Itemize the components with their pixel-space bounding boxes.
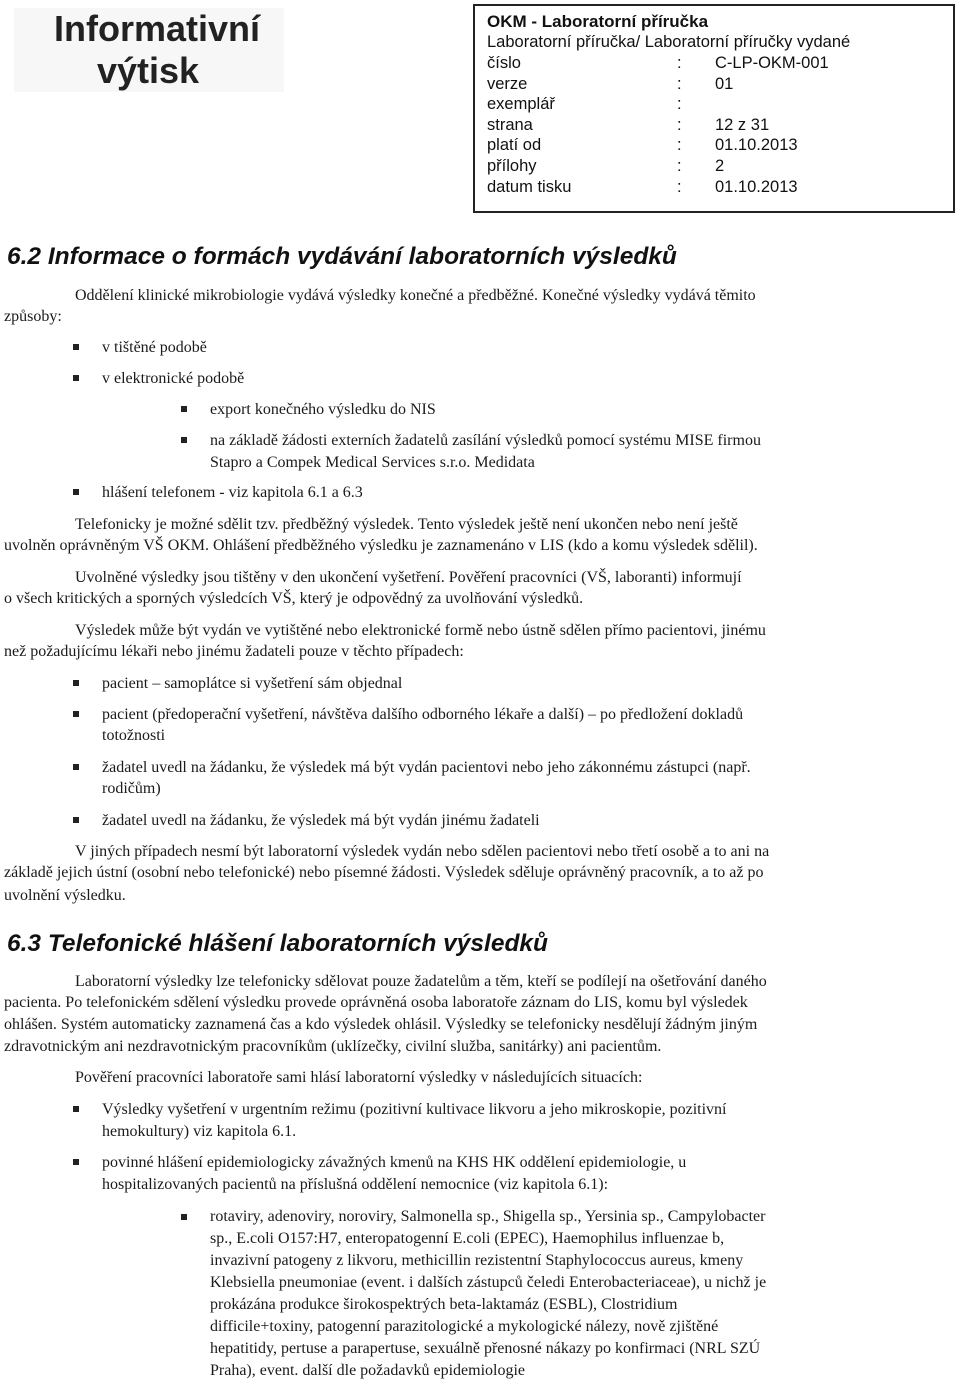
- list-item: hlášení telefonem - viz kapitola 6.1 a 6.3: [102, 484, 363, 501]
- list-item: v elektronické podobě: [102, 370, 245, 387]
- bullet-icon: [181, 437, 187, 443]
- bullet-icon: [73, 764, 79, 770]
- list-item: Výsledky vyšetření v urgentním režimu (pozitivní kultivace likvoru a jeho mikroskopie, pozitivní: [102, 1101, 727, 1118]
- sub-list-item: Klebsiella pneumoniae (event. i dalších zástupců čeledi Enterobacteriaceae), u nichž je: [210, 1274, 767, 1291]
- paragraph-line: Telefonicky je možné sdělit tzv. předběžný výsledek. Tento výsledek ještě není ukončen nebo není ještě: [75, 516, 738, 533]
- section-6-2-heading: 6.2 Informace o formách vydávání laboratorních výsledků: [7, 243, 677, 270]
- header-subtitle: Laboratorní příručka/ Laboratorní příručky vydané: [487, 33, 851, 51]
- meta-sep: :: [677, 54, 682, 72]
- meta-value: 12 z 31: [715, 115, 770, 134]
- paragraph-line: Oddělení klinické mikrobiologie vydává výsledky konečné a předběžné. Konečné výsledky vydává těmito: [75, 287, 756, 304]
- paragraph-line: pacienta. Po telefonickém sdělení výsledku provede oprávněná osoba laboratoře záznam do LIS, komu byl výsledek: [4, 994, 748, 1011]
- list-item: pacient (předoperační vyšetření, návštěva dalšího odborného lékaře a další) – po předložení dokladů: [102, 706, 744, 723]
- sub-list-item: invazivní patogeny z likvoru, methicillin rezistentní Staphylococcus aureus, kmeny: [210, 1252, 744, 1269]
- meta-value: 01.10.2013: [715, 136, 798, 155]
- bullet-icon: [181, 1214, 187, 1220]
- paragraph-line: základě jejich ústní (osobní nebo telefonické) nebo písemné žádosti. Výsledek sděluje oprávněný pracovník, a to až po: [4, 864, 764, 881]
- paragraph-line: uvolněn oprávněným VŠ OKM. Ohlášení předběžného výsledku je zaznamenáno v LIS (kdo a komu výsledek sdělil).: [4, 537, 758, 554]
- paragraph-line: o všech kritických a sporných výsledcích VŠ, který je odpovědný za uvolňování výsledků.: [4, 590, 584, 607]
- sub-list-item: export konečného výsledku do NIS: [210, 401, 436, 418]
- sub-list-item: sp., E.coli O157:H7, enteropatogenní E.coli (EPEC), Haemophilus influenzae b,: [210, 1230, 725, 1247]
- meta-value: C-LP-OKM-001: [715, 54, 829, 72]
- meta-sep: :: [677, 115, 682, 134]
- stamp-line-1: Informativní: [54, 8, 261, 49]
- section-6-3-heading: 6.3 Telefonické hlášení laboratorních výsledků: [7, 930, 549, 957]
- header-title: OKM - Laboratorní příručka: [487, 12, 709, 31]
- paragraph-line: ohlášen. Systém automaticky zaznamená čas a kdo výsledek ohlásil. Výsledky se telefonicky nesdělují žádným jiným: [4, 1016, 758, 1033]
- sub-list-item: prokázána produkce širokospektrých beta-laktamáz (ESBL), Clostridium: [210, 1296, 678, 1313]
- meta-sep: :: [677, 136, 682, 155]
- meta-label: exemplář: [487, 95, 555, 114]
- list-item: hospitalizovaných pacientů na příslušná oddělení nemocnice (viz kapitola 6.1):: [102, 1176, 609, 1193]
- sub-list-item: difficile+toxiny, patogenní parazitologické a mykologické nálezy, nově zjištěné: [210, 1318, 719, 1335]
- meta-value: 01: [715, 74, 734, 93]
- meta-row: [487, 74, 953, 95]
- sub-list-item: Stapro a Compek Medical Services s.r.o. Medidata: [210, 454, 535, 471]
- meta-row: [487, 53, 953, 74]
- meta-row: [487, 135, 953, 156]
- meta-sep: :: [677, 95, 682, 114]
- paragraph-line: než požadujícímu lékaři nebo jinému žadateli pouze v těchto případech:: [4, 643, 464, 660]
- meta-sep: :: [677, 74, 682, 93]
- list-item: totožnosti: [102, 727, 166, 744]
- meta-label: datum tisku: [487, 177, 572, 196]
- stamp-line-2: výtisk: [97, 50, 200, 91]
- paragraph-line: Výsledek může být vydán ve vytištěné nebo elektronické formě nebo ústně sdělen přímo pacientovi, jinému: [75, 622, 766, 639]
- meta-label: přílohy: [487, 156, 537, 175]
- bullet-icon: [73, 1106, 79, 1112]
- paragraph-line: způsoby:: [4, 308, 62, 325]
- list-item: pacient – samoplátce si vyšetření sám objednal: [102, 675, 403, 692]
- sub-list-item: na základě žádosti externích žadatelů zasílání výsledků pomocí systému MISE firmou: [210, 432, 761, 449]
- informativni-vytisk-stamp: [14, 8, 284, 92]
- sub-list-item: rotaviry, adenoviry, noroviry, Salmonella sp., Shigella sp., Yersinia sp., Campylobacter: [210, 1208, 766, 1225]
- bullet-icon: [73, 1159, 79, 1165]
- header-meta: [487, 53, 953, 197]
- paragraph-line: Uvolněné výsledky jsou tištěny v den ukončení vyšetření. Pověření pracovníci (VŠ, laboranti) informují: [75, 569, 742, 586]
- bullet-icon: [73, 344, 79, 350]
- bullet-icon: [73, 817, 79, 823]
- meta-sep: :: [677, 177, 682, 196]
- list-item: hemokultury) viz kapitola 6.1.: [102, 1123, 297, 1140]
- list-item: žadatel uvedl na žádanku, že výsledek má být vydán jinému žadateli: [102, 812, 540, 829]
- meta-label: verze: [487, 74, 528, 93]
- bullet-icon: [73, 375, 79, 381]
- bullet-icon: [73, 711, 79, 717]
- list-item: žadatel uvedl na žádanku, že výsledek má být vydán pacientovi nebo jeho zákonnému zástupci (např.: [102, 759, 751, 776]
- paragraph-line: V jiných případech nesmí být laboratorní výsledek vydán nebo sdělen pacientovi nebo třetí osobě a to ani na: [75, 843, 770, 860]
- list-item: v tištěné podobě: [102, 339, 207, 356]
- bullet-icon: [73, 680, 79, 686]
- paragraph-line: Laboratorní výsledky lze telefonicky sdělovat pouze žadatelům a těm, kteří se podílejí na ošetřování daného: [75, 973, 767, 990]
- meta-label: strana: [487, 115, 533, 134]
- document-header: [473, 4, 955, 213]
- meta-label: platí od: [487, 136, 542, 155]
- meta-sep: :: [677, 156, 682, 175]
- meta-value: 01.10.2013: [715, 177, 798, 196]
- sub-list-item: Praha), event. další dle požadavků epidemiologie: [210, 1362, 526, 1379]
- meta-value: 2: [715, 156, 725, 175]
- paragraph-line: uvolnění výsledku.: [4, 887, 126, 904]
- meta-row: [487, 94, 953, 115]
- meta-row: [487, 177, 953, 198]
- list-item: povinné hlášení epidemiologicky závažných kmenů na KHS HK oddělení epidemiologie, u: [102, 1154, 687, 1171]
- meta-row: [487, 115, 953, 136]
- list-item: rodičům): [102, 780, 161, 797]
- meta-label: číslo: [487, 54, 521, 72]
- sub-list-item: hepatitidy, pertuse a parapertuse, sexuálně přenosné nákazy po konfirmaci (NRL SZÚ: [210, 1340, 761, 1357]
- paragraph-line: Pověření pracovníci laboratoře sami hlásí laboratorní výsledky v následujících situacích:: [75, 1069, 643, 1086]
- bullet-icon: [73, 489, 79, 495]
- meta-row: [487, 156, 953, 177]
- bullet-icon: [181, 406, 187, 412]
- paragraph-line: zdravotnickým ani nezdravotnickým pracovníkům (uklízečky, civilní služba, sanitárky) ani pacientům.: [4, 1038, 662, 1055]
